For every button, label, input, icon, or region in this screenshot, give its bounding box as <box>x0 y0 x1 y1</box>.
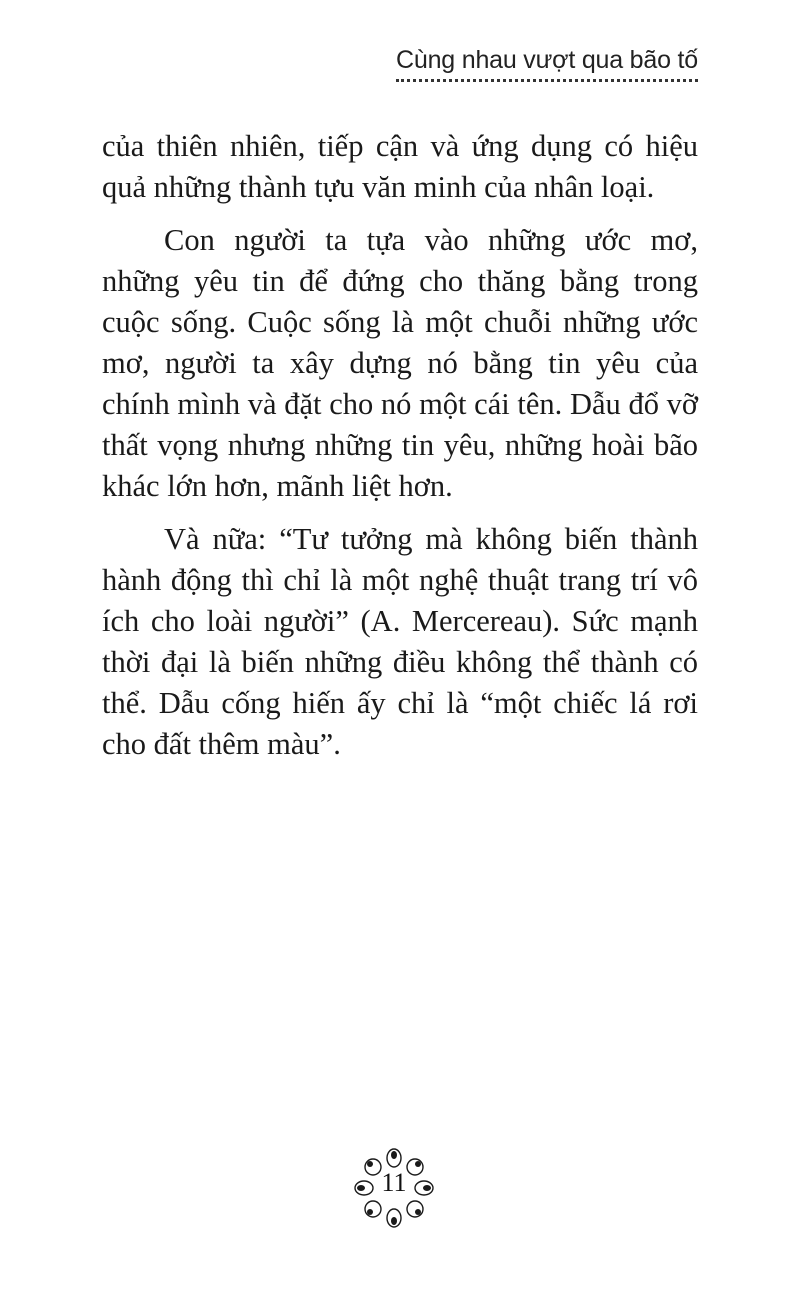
body-text <box>102 126 698 765</box>
running-header-title: Cùng nhau vượt qua bão tố <box>396 46 698 82</box>
paragraph-continuation: của thiên nhiên, tiếp cận và ứng dụng có hiệu quả những thành tựu văn minh của nhân loại. <box>102 129 698 204</box>
page-number: 11 <box>381 1168 407 1197</box>
page-number-ornament <box>352 1146 436 1230</box>
paragraph-dreams: Con người ta tựa vào những ước mơ, những yêu tin để đứng cho thăng bằng trong cuộc sống. Cuộc sống là một chuỗi những ước mơ, người ta xây dựng nó bằng tin yêu của chính mình và đặt cho nó một cái tên. Dẫu đổ vỡ thất vọng nhưng những tin yêu, những hoài bão khác lớn hơn, mãnh liệt hơn. <box>102 223 698 503</box>
paragraph-quote: Và nữa: “Tư tưởng mà không biến thành hành động thì chỉ là một nghệ thuật trang trí vô ích cho loài người” (A. Mercereau). Sức mạnh thời đại là biến những điều không thể thành có thể. Dẫu cống hiến ấy chỉ là “một chiếc lá rơi cho đất thêm màu”. <box>102 522 698 761</box>
